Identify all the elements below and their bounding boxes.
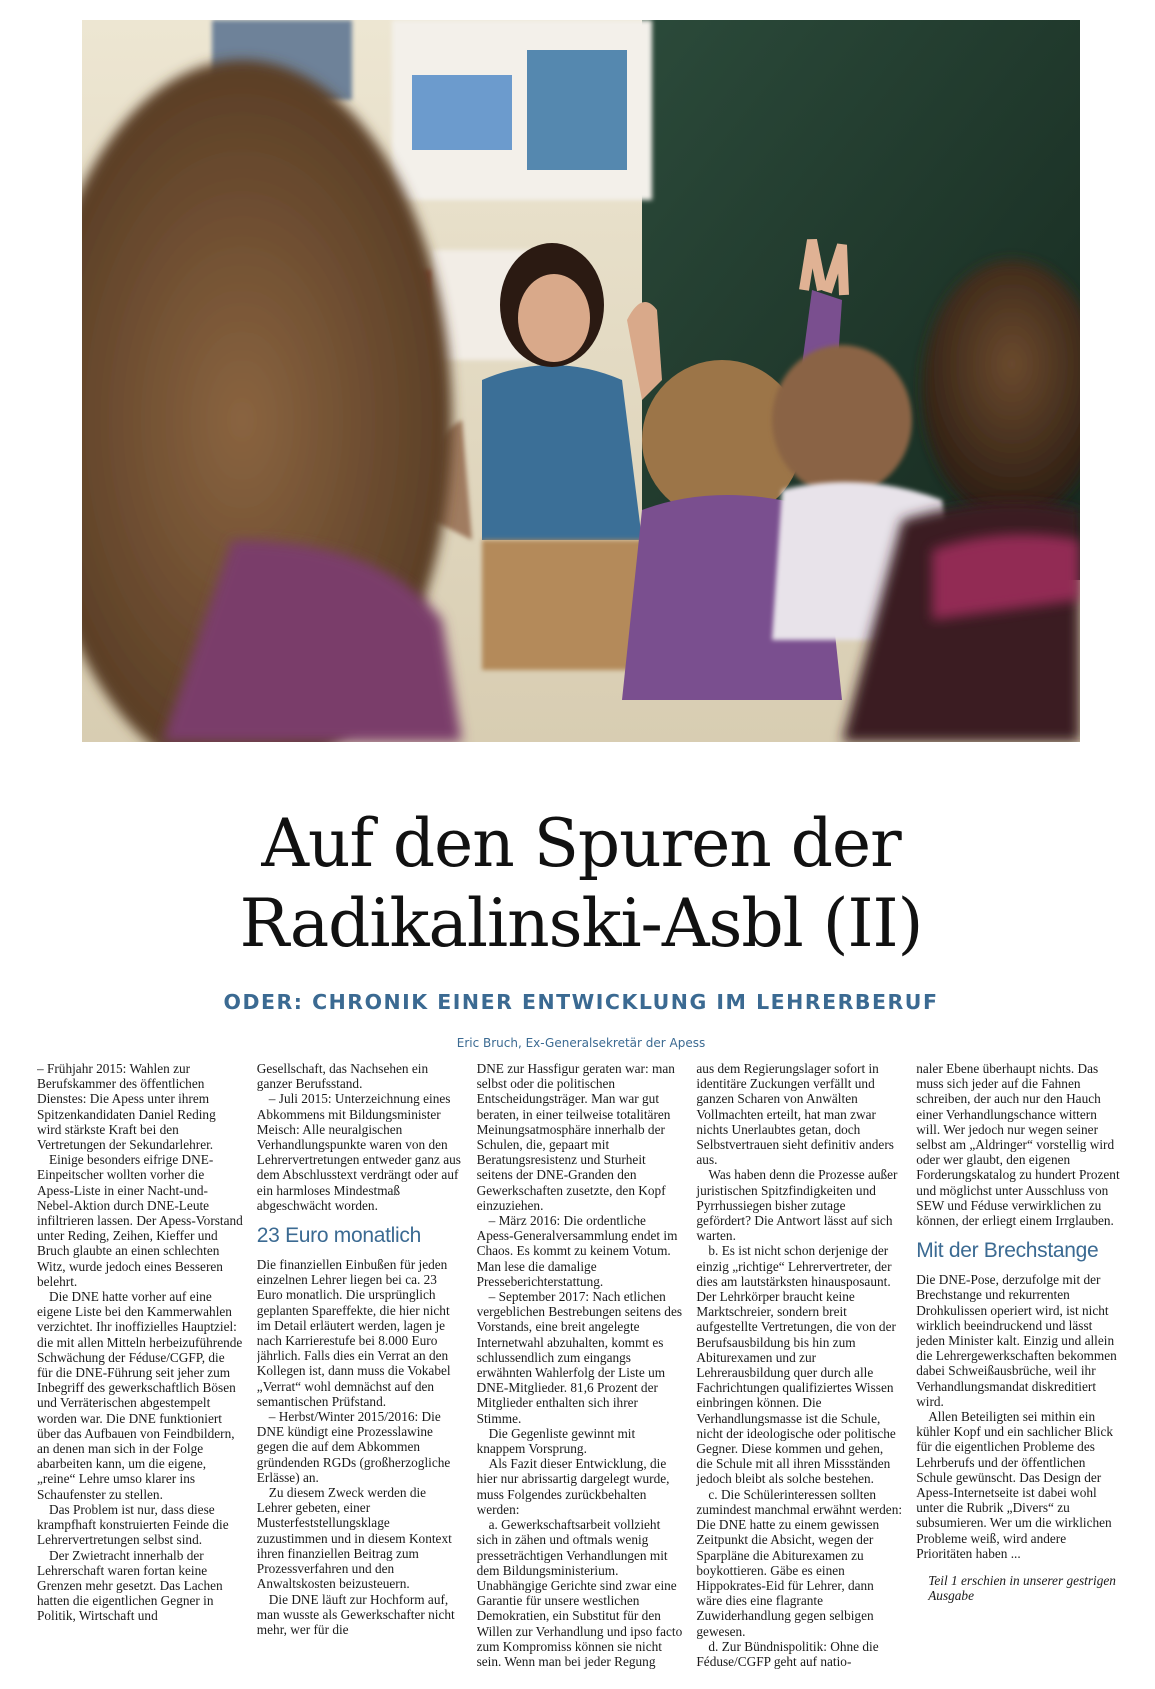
headline-line-2: Radikalinski-Asbl (II) (239, 885, 923, 962)
paragraph: – Frühjahr 2015: Wahlen zur Berufskammer des öffentlichen Dienstes: Die Apess unter ihrem Spitzenkandidaten Daniel Reding wird stärkste Kraft bei den Vertretungen der Sekundarlehrer. (37, 1061, 216, 1153)
paragraph: Einige besonders eifrige DNE-Einpeitscher wollten vorher die Apess-Liste in einer Nacht-und-Nebel-Aktion durch DNE-Leute infiltrieren lassen. Der Apess-Vorstand unter Reding, Zeihen, Kieffer und Bruch glaubte an einen schlechten Witz, wurde jedoch eines Besseren belehrt. (37, 1152, 243, 1289)
paragraph: Die Gegenliste gewinnt mit knappem Vorsprung. (476, 1425, 636, 1457)
paragraph: Der Zwietracht innerhalb der Lehrerschaft waren fortan keine Grenzen mehr gesetzt. Das Lachen hatten die eigentlichen Gegner in Politik, Wirtschaft und (37, 1547, 223, 1624)
paragraph: Die finanziellen Einbußen für jeden einzelnen Lehrer liegen bei ca. 23 Euro monatlich. Die ursprünglich geplanten Spareffekte, die hier nicht im Detail erläutert werden, lagen je nach Karrierestufe bei 8.000 Euro jährlich. Falls dies ein Verrat an den Kollegen ist, dann muss die Vokabel „Verrat“ wohl demnächst auf den semantischen Prüfstand. (256, 1257, 451, 1409)
paragraph: Als Fazit dieser Entwicklung, die hier nur abrissartig dargelegt wurde, muss Folgendes zurückbehalten werden: (476, 1456, 670, 1517)
paragraph: Das Problem ist nur, dass diese krampfhaft konstruierten Feinde die Lehrervertretungen selbst sind. (37, 1501, 229, 1548)
column-1 (37, 1061, 243, 1681)
paragraph: a. Gewerkschaftsarbeit vollzieht sich in zähen und oftmals wenig presseträchtigen Verhandlungen mit dem Bildungsministerium. Unabhängige Gerichte sind zwar eine Garantie für unsere westlichen Demokratien, ein Substitut für den Willen zur Verhandlung und ipso facto zum Kompromiss können sie nicht sein. Wenn man bei jeder Regung (476, 1517, 683, 1669)
article-photo (82, 20, 1080, 742)
section-heading: Mit der Brechstange (916, 1239, 1099, 1263)
article-author: Eric Bruch, Ex-Generalsekretär der Apess (456, 1036, 706, 1050)
paragraph: Die DNE-Pose, derzufolge mit der Brechstange und rekurrenten Drohkulissen operiert wird, ist nicht wirklich beeindruckend und lässt jeden Minister kalt. Einzig und allein die Lehrergewerkschaften bekommen dabei Schweißausbrüche, weil ihr Verhandlungsmandat diskreditiert wird. (916, 1272, 1117, 1409)
paragraph: d. Zur Bündnispolitik: Ohne die Féduse/CGFP geht auf natio- (696, 1638, 879, 1669)
paragraph: DNE zur Hassfigur geraten war: man selbst oder die politischen Entscheidungsträger. Man war gut beraten, in einer teilweise totalitären Meinungsatmosphäre innerhalb der Schulen, die, gepaart mit Beratungsresistenz und Sturheit seitens der DNE-Granden den Gewerkschaften zusetzte, den Kopf einzuziehen. (476, 1061, 675, 1213)
column-4 (696, 1061, 902, 1681)
paragraph: b. Es ist nicht schon derjenige der einzig „richtige“ Lehrervertreter, der dies am lautstärksten hinausposaunt. Der Lehrkörper braucht keine Marktschreier, sondern breit aufgestellte Vertretungen, die von der Berufsausbildung bis hin zum Abiturexamen und zur Lehrerausbildung quer durch alle Fachrichtungen qualifiziertes Wissen einbringen können. Die Verhandlungsmasse ist die Schule, nicht der ideologische oder politische Gegner. Diese kommen und gehen, die Schule mit all ihren Missständen jedoch bleibt als solche bestehen. (696, 1243, 896, 1487)
section-heading: 23 Euro monatlich (256, 1224, 421, 1248)
paragraph: – März 2016: Die ordentliche Apess-Generalversammlung endet im Chaos. Es kommt zu keinem Votum. Man lese die damalige Presseberichterstattung. (476, 1213, 678, 1289)
paragraph: c. Die Schülerinteressen sollten zumindest manchmal erwähnt werden: Die DNE hatte zu einem gewissen Zeitpunkt die Absicht, wegen der Sparpläne die Abiturexamen zu boykottieren. Gäbe es einen Hippokrates-Eid für Lehrer, dann wäre dies eine flagrante Zuwiderhandlung gegen selbigen gewesen. (696, 1486, 903, 1639)
article-headline (82, 804, 1080, 964)
column-5 (916, 1061, 1122, 1681)
paragraph: Gesellschaft, das Nachsehen ein ganzer Berufsstand. (256, 1061, 429, 1092)
paragraph: Die DNE hatte vorher auf eine eigene Liste bei den Kammerwahlen verzichtet. Ihr inoffizielles Hauptziel: die mit allen Mitteln herbeizuführende Schwächung der Féduse/CGFP, die für die DNE-Führung seit jeher zum Inbegriff des gewerkschaftlich Bösen und Verräterischen abgestempelt worden war. Die DNE funktioniert über das Aufbauen von Feindbildern, an denen man sich in der Folge abarbeiten kann, um die eigene, „reine“ Lehre umso klarer ins Schaufenster zu stellen. (37, 1289, 243, 1502)
paragraph: – Herbst/Winter 2015/2016: Die DNE kündigt eine Prozesslawine gegen die auf dem Abkommen gründenden RGDs (großherzogliche Erlässe) an. (256, 1409, 451, 1485)
article-subheadline: ODER: CHRONIK EINER ENTWICKLUNG IM LEHRERBERUF (223, 990, 939, 1014)
column-2 (257, 1061, 463, 1681)
paragraph: aus dem Regierungslager sofort in identitäre Zuckungen verfällt und ganzen Scharen von Anwälten Vollmachten erteilt, hat man zwar nichts Unerlaubtes getan, doch Selbstvertrauen sieht definitiv anders aus. (696, 1061, 894, 1168)
paragraph: Allen Beteiligten sei mithin ein kühler Kopf und ein sachlicher Blick für die eigentlichen Probleme des Lehrberufs und der öffentlichen Schule gewünscht. Das Design der Apess-Internetseite ist dabei wohl unter die Rubrik „Divers“ zu subsumieren. Wer um die wirklichen Probleme weiß, wird andere Prioritäten haben ... (916, 1409, 1113, 1561)
paragraph: Zu diesem Zweck werden die Lehrer gebeten, einer Musterfeststellungsklage zuzustimmen und in diesem Kontext ihren finanziellen Beitrag zum Prozessverfahren und den Anwaltskosten beizusteuern. (256, 1485, 452, 1592)
paragraph: – Juli 2015: Unterzeichnung eines Abkommens mit Bildungsminister Meisch: Alle neuralgischen Verhandlungspunkte waren von den Lehrervertretungen entweder ganz aus dem Abschlusstext verdrängt oder auf ein harmloses Mindestmaß abgeschwächt worden. (256, 1091, 461, 1213)
column-3 (477, 1061, 683, 1681)
paragraph: – September 2017: Nach etlichen vergeblichen Bestrebungen seitens des Vorstands, eine breit angelegte Internetwahl abzuhalten, kommt es schlussendlich zum eingangs erwähnten Wahlerfolg der Liste um DNE-Mitglieder. 81,6 Prozent der Mitglieder enthalten sich ihrer Stimme. (476, 1289, 683, 1426)
article-body (37, 1061, 1122, 1681)
classroom-photo-icon (82, 20, 1080, 742)
headline-line-1: Auf den Spuren der (261, 805, 901, 882)
paragraph: naler Ebene überhaupt nichts. Das muss sich jeder auf die Fahnen schreiben, der auch nur den Hauch einer Verhandlungschance wittern will. Wer jedoch nur wegen seiner selbst am „Aldringer“ vorstellig wird oder wer glaubt, den eigenen Forderungskatalog zu hundert Prozent und möglichst unter Ausschluss von SEW und Féduse verwirklichen zu können, der erliegt einem Irrglauben. (916, 1061, 1120, 1229)
paragraph: Die DNE läuft zur Hochform auf, man wusste als Gewerkschafter nicht mehr, wer für die (256, 1591, 455, 1637)
series-note: Teil 1 erschien in unserer gestrigen Ausgabe (928, 1573, 1116, 1604)
paragraph: Was haben denn die Prozesse außer juristischen Spitzfindigkeiten und Pyrrhussiegen bisher zutage gefördert? Die Antwort lässt auf sich warten. (696, 1167, 898, 1244)
